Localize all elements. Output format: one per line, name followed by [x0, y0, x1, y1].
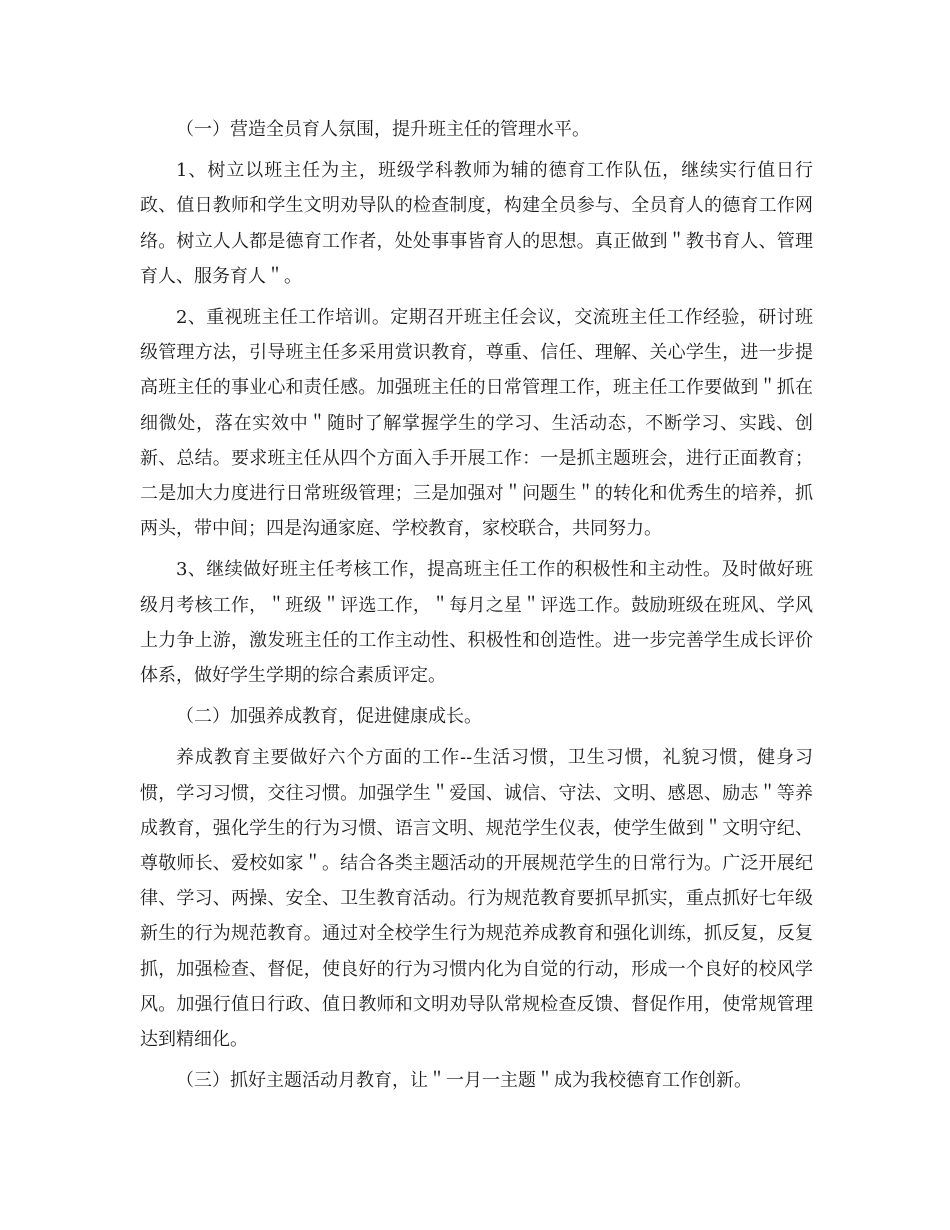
- section-heading-3: （三）抓好主题活动月教育，让＂一月一主题＂成为我校德育工作创新。: [176, 1070, 752, 1092]
- document-body: [140, 112, 813, 1104]
- paragraph-4: 养成教育主要做好六个方面的工作--生活习惯，卫生习惯，礼貌习惯，健身习惯，学习习惯，交往习惯。加强学生＂爱国、诚信、守法、文明、感恩、励志＂等养成教育，强化学生的行为习惯、语言文明、规范学生仪表，使学生做到＂文明守纪、尊敬师长、爱校如家＂。结合各类主题活动的开展规范学生的日常行为。广泛开展纪律、学习、两操、安全、卫生教育活动。行为规范教育要抓早抓实，重点抓好七年级新生的行为规范教育。通过对全校学生行为规范养成教育和强化训练，抓反复，反复抓，加强检查、督促，使良好的行为习惯内化为自觉的行动，形成一个良好的校风学风。加强行值日行政、值日教师和文明劝导队常规检查反馈、督促作用，使常规管理达到精细化。: [140, 747, 813, 1051]
- paragraph-1: 1、树立以班主任为主，班级学科教师为辅的德育工作队伍，继续实行值日行政、值日教师和学生文明劝导队的检查制度，构建全员参与、全员育人的德育工作网络。树立人人都是德育工作者，处处事事皆育人的思想。真正做到＂教书育人、管理育人、服务育人＂。: [140, 160, 813, 287]
- paragraph-2: 2、重视班主任工作培训。定期召开班主任会议，交流班主任工作经验，研讨班级管理方法，引导班主任多采用赏识教育，尊重、信任、理解、关心学生，进一步提高班主任的事业心和责任感。加强班主任的日常管理工作，班主任工作要做到＂抓在细微处，落在实效中＂随时了解掌握学生的学习、生活动态，不断学习、实践、创新、总结。要求班主任从四个方面入手开展工作：一是抓主题班会，进行正面教育；二是加大力度进行日常班级管理；三是加强对＂问题生＂的转化和优秀生的培养，抓两头，带中间；四是沟通家庭、学校教育，家校联合，共同努力。: [140, 307, 813, 540]
- paragraph-3: 3、继续做好班主任考核工作，提高班主任工作的积极性和主动性。及时做好班级月考核工作，＂班级＂评选工作，＂每月之星＂评选工作。鼓励班级在班风、学风上力争上游，激发班主任的工作主动性、积极性和创造性。进一步完善学生成长评价体系，做好学生学期的综合素质评定。: [140, 559, 813, 687]
- section-heading-2: （二）加强养成教育，促进健康成长。: [176, 706, 482, 728]
- section-heading-1: （一）营造全员育人氛围，提升班主任的管理水平。: [176, 119, 590, 140]
